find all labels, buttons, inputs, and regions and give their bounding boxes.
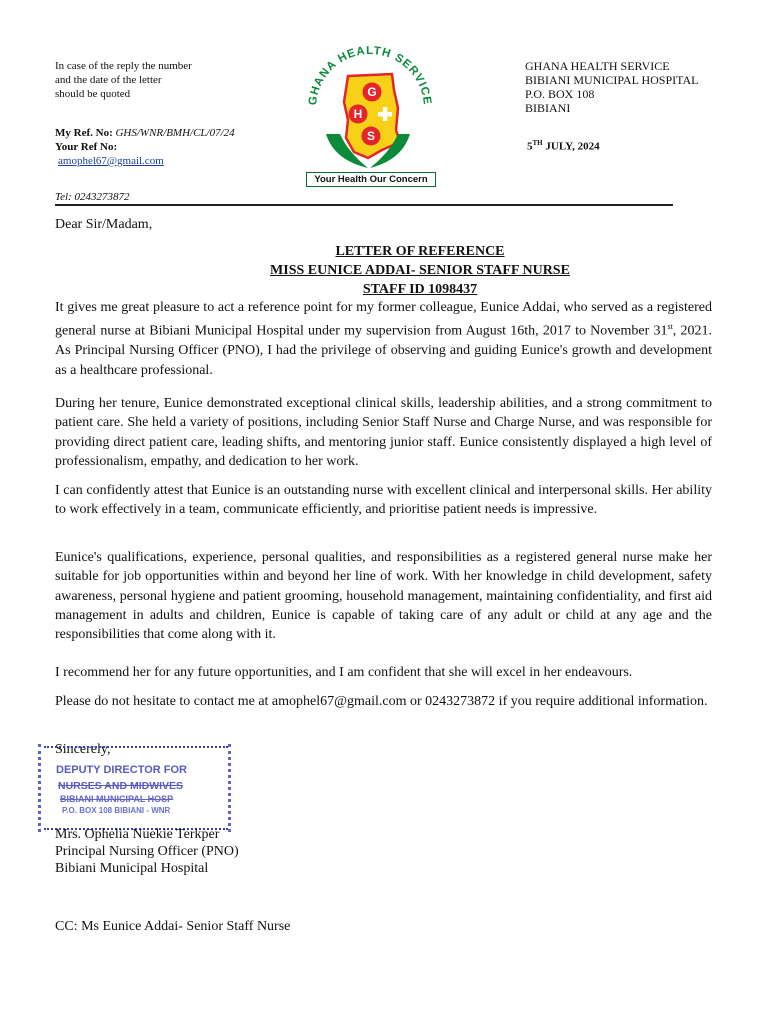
stamp-line: NURSES AND MIDWIVES: [58, 780, 184, 792]
ghs-logo-graphic: [296, 42, 442, 188]
my-ref: [55, 126, 315, 140]
body-paragraph-1: [55, 298, 712, 380]
your-ref-label: Your Ref No:: [55, 141, 118, 153]
reference-block: [55, 126, 315, 168]
stamp-line: DEPUTY DIRECTOR FOR: [56, 764, 187, 776]
header-divider: [55, 204, 673, 206]
stamp-line: BIBIANI MUNICIPAL HOSP: [60, 794, 174, 804]
address-line: P.O. BOX 108: [525, 87, 595, 101]
reply-instruction-line: In case of the reply the number: [55, 60, 192, 72]
cc-line: CC: Ms Eunice Addai- Senior Staff Nurse: [55, 919, 291, 934]
logo-letter-g: G: [367, 85, 377, 99]
signatory-name: Mrs. Ophelia Nuekie Terkper: [55, 827, 220, 842]
reply-instruction-line: and the date of the letter: [55, 74, 162, 86]
official-stamp: [36, 744, 236, 832]
signatory-title: Principal Nursing Officer (PNO): [55, 844, 239, 859]
logo-letter-h: H: [353, 107, 363, 121]
address-line: BIBIANI: [525, 101, 571, 115]
date-suffix: TH: [532, 139, 543, 147]
date-day: 5: [527, 140, 533, 153]
ordinal-suffix: st: [667, 322, 673, 332]
stamp-border: [44, 746, 228, 748]
reply-instruction-line: should be quoted: [55, 88, 131, 100]
logo-tagline: Your Health Our Concern: [306, 172, 436, 187]
closing: Sincerely,: [55, 742, 111, 757]
body-paragraph-6: Please do not hesitate to contact me at amophel67@gmail.com or 0243273872 if you require additional information.: [55, 694, 708, 709]
body-paragraph-4: Eunice's qualifications, experience, personal qualities, and responsibilities as a registered general nurse make her suitable for job opportunities within and beyond her line of work. With her knowledge in child development, safety awareness, personal hygiene and patient grooming, household management, maintaining confidentiality, and first aid management in adults and children, Eunice is capable of taking care of any adult or child at any age and the responsibilities that come along with it.: [55, 550, 712, 643]
hospital-address: [525, 59, 755, 115]
body-paragraph-2: During her tenure, Eunice demonstrated exceptional clinical skills, leadership abilities, and a strong commitment to patient care. She held a variety of positions, including Senior Staff Nurse and Charge Nurse, and was responsible for providing direct patient care, leading shifts, and mentoring junior staff. Eunice consistently displayed a high level of professionalism, empathy, and dedication to her work.: [55, 396, 712, 469]
telephone: Tel: 0243273872: [55, 191, 130, 203]
signatory-block: [55, 826, 239, 877]
letter-title: LETTER OF REFERENCE: [335, 244, 505, 259]
salutation: Dear Sir/Madam,: [55, 217, 153, 232]
stamp-border: [228, 744, 237, 832]
address-line: GHANA HEALTH SERVICE: [525, 59, 670, 73]
my-ref-value: GHS/WNR/BMH/CL/07/24: [115, 127, 235, 139]
reply-instructions: [55, 59, 285, 101]
logo-letter-s: S: [366, 129, 375, 143]
address-line: BIBIANI MUNICIPAL HOSPITAL: [525, 73, 699, 87]
my-ref-label: My Ref. No:: [55, 127, 113, 139]
letter-subject: MISS EUNICE ADDAI- SENIOR STAFF NURSE: [270, 263, 570, 278]
ghs-logo: [296, 42, 442, 188]
email-link[interactable]: amophel67@gmail.com: [58, 155, 164, 167]
logo-arc-text: GHANA HEALTH SERVICE: [306, 44, 434, 106]
paragraph-text: , 2021. As Principal Nursing Officer (PNO), I had the privilege of observing and guiding Eunice's growth and development as a healthcare professional.: [55, 323, 712, 378]
body-paragraph-5: I recommend her for any future opportunities, and I am confident that she will excel in her endeavours.: [55, 665, 633, 680]
signatory-organization: Bibiani Municipal Hospital: [55, 861, 209, 876]
date-rest: JULY, 2024: [542, 140, 600, 153]
letter-date: [527, 139, 600, 153]
stamp-line: P.O. BOX 108 BIBIANI - WNR: [62, 806, 171, 815]
paragraph-text: It gives me great pleasure to act a reference point for my former colleague, Eunice Addai, who served as a registered general nurse at Bibiani Municipal Hospital under my supervision from August 16th, 2017 to November 31: [55, 300, 712, 339]
stamp-border: [38, 744, 47, 832]
staff-id: STAFF ID 1098437: [362, 282, 478, 297]
body-paragraph-3: I can confidently attest that Eunice is an outstanding nurse with excellent clinical and interpersonal skills. Her ability to work effectively in a team, communicate efficiently, and prioritise patient needs is impressive.: [55, 483, 712, 518]
